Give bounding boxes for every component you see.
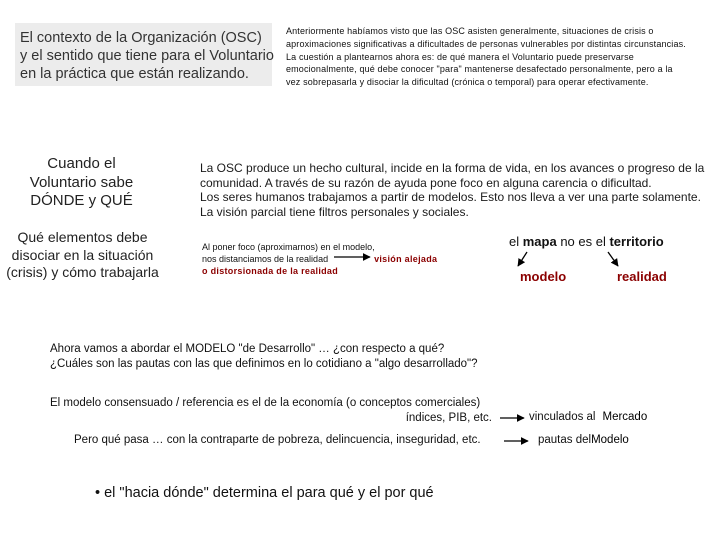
- que-elementos-heading: [5, 229, 160, 282]
- arrow-down-left-icon: [518, 252, 527, 266]
- mapa-territorio-statement: [509, 234, 664, 249]
- intro-line: emocionalmente, qué debe conocer "para" mantenerse desafectado personalmente, pero a la: [286, 64, 673, 75]
- que-line: (crisis) y cómo trabajarla: [6, 264, 159, 280]
- osc-line: comunidad. A través de su razón de ayuda pone foco en alguna carencia o dificultad.: [200, 175, 652, 190]
- vision-alejada-highlight: visión alejada: [374, 254, 438, 264]
- intro-line: Anteriormente habíamos visto que las OSC asisten generalmente, situaciones de crisis o: [286, 26, 654, 36]
- osc-line: La OSC produce un hecho cultural, incide en la forma de vida, en los avances o progreso de la: [200, 161, 705, 175]
- ahora-line: Ahora vamos a abordar el MODELO "de Desarrollo" … ¿con respecto a qué?: [50, 343, 445, 355]
- title-line: El contexto de la Organización (OSC): [20, 30, 262, 46]
- foco-line-text: nos distanciamos de la realidad: [202, 254, 329, 264]
- que-line: Qué elementos debe: [17, 229, 148, 245]
- modelo-word: Modelo: [591, 434, 629, 446]
- mapa-pre: el: [509, 234, 523, 249]
- mapa-word: mapa: [522, 234, 557, 249]
- osc-paragraph: [200, 161, 715, 219]
- consenso-line: El modelo consensuado / referencia es el de la economía (o conceptos comerciales): [50, 397, 481, 409]
- consenso-line: índices, PIB, etc.: [405, 412, 492, 424]
- foco-line: Al poner foco (aproximarnos) en el modelo,: [202, 242, 375, 252]
- intro-line: vez sobrepasarla y disociar la dificultad (crónica o temporal) para operar efectivamente.: [286, 77, 649, 88]
- donde-line: DÓNDE y QUÉ: [30, 192, 133, 209]
- title-line: y el sentido que tiene para el Voluntario: [20, 48, 274, 64]
- foco-line: [202, 253, 437, 265]
- modelo-consensuado: [50, 396, 495, 426]
- donde-line: Voluntario sabe: [29, 173, 134, 191]
- osc-line: La visión parcial tiene filtros personales y sociales.: [200, 204, 469, 219]
- bullet-point: • el "hacia dónde" determina el para qué y el por qué: [95, 485, 434, 501]
- ahora-line: ¿Cuáles son las pautas con las que definimos en lo cotidiano a "algo desarrollado"?: [50, 357, 478, 370]
- donde-heading: [20, 155, 143, 211]
- territorio-word: territorio: [609, 234, 664, 249]
- donde-line: Cuando el: [47, 155, 116, 172]
- title-line: en la práctica que están realizando.: [20, 66, 249, 82]
- page-title: [20, 29, 275, 83]
- intro-line: La cuestión a plantearnos ahora es: de qué manera el Voluntario puede preservarse: [286, 51, 634, 62]
- realidad-label: realidad: [617, 269, 667, 284]
- intro-line: aproximaciones significativas a dificultades de personas vulnerables por distintas circunstancias.: [286, 38, 686, 49]
- vinculados-mercado: [529, 411, 647, 423]
- modelo-label: modelo: [520, 269, 567, 284]
- que-line: disociar en la situación: [11, 246, 154, 263]
- arrow-down-right-icon: [608, 252, 618, 266]
- pero-question: Pero qué pasa … con la contraparte de pobreza, delincuencia, inseguridad, etc.: [74, 434, 481, 446]
- vinculados-text: vinculados al: [529, 411, 596, 423]
- ahora-question: [50, 342, 478, 371]
- osc-line: Los seres humanos trabajamos a partir de modelos. Esto nos lleva a ver una parte solamente.: [200, 190, 701, 205]
- foco-modelo-text: [202, 241, 437, 277]
- pautas-text: pautas del: [538, 434, 592, 446]
- intro-paragraph: [286, 25, 716, 89]
- distorsionada-highlight: o distorsionada de la realidad: [202, 266, 339, 276]
- mercado-word: Mercado: [602, 411, 648, 423]
- mapa-mid: no es el: [556, 234, 610, 249]
- pautas-modelo: [538, 434, 629, 446]
